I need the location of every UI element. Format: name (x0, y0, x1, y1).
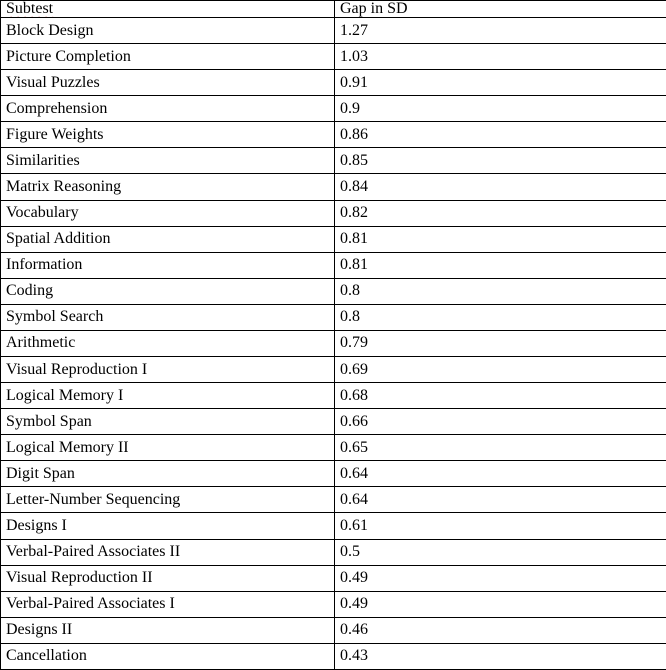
table-row (1, 539, 666, 565)
subtest-cell: Symbol Span (1, 409, 335, 435)
table-row (1, 200, 666, 226)
subtest-cell: Block Design (1, 18, 335, 44)
table-row (1, 18, 666, 44)
table-row (1, 96, 666, 122)
gap-cell: 0.64 (335, 461, 666, 487)
gap-cell: 0.49 (335, 565, 666, 591)
subtest-cell: Logical Memory I (1, 383, 335, 409)
table-row (1, 617, 666, 643)
subtest-cell: Visual Reproduction II (1, 565, 335, 591)
gap-cell: 0.65 (335, 435, 666, 461)
table-row (1, 278, 666, 304)
gap-cell: 0.85 (335, 148, 666, 174)
column-header-gap-label: Gap in SD (340, 0, 408, 17)
gap-cell: 0.68 (335, 383, 666, 409)
table-row (1, 591, 666, 617)
table-row (1, 357, 666, 383)
subtest-cell: Matrix Reasoning (1, 174, 335, 200)
table-row (1, 174, 666, 200)
gap-cell: 0.8 (335, 278, 666, 304)
table-row (1, 122, 666, 148)
gap-cell: 0.79 (335, 330, 666, 356)
subtest-cell: Designs II (1, 617, 335, 643)
table-row (1, 487, 666, 513)
gap-cell: 1.27 (335, 18, 666, 44)
subtest-cell: Logical Memory II (1, 435, 335, 461)
gap-cell: 0.43 (335, 643, 666, 669)
table-row (1, 148, 666, 174)
subtest-cell: Designs I (1, 513, 335, 539)
subtest-cell: Visual Reproduction I (1, 357, 335, 383)
table-row (1, 44, 666, 70)
subtest-cell: Figure Weights (1, 122, 335, 148)
gap-cell: 0.81 (335, 252, 666, 278)
gap-cell: 0.49 (335, 591, 666, 617)
gap-cell: 0.69 (335, 357, 666, 383)
gap-cell: 0.66 (335, 409, 666, 435)
subtest-cell: Information (1, 252, 335, 278)
gap-cell: 0.84 (335, 174, 666, 200)
table-row (1, 643, 666, 669)
subtest-cell: Verbal-Paired Associates II (1, 539, 335, 565)
table-body (1, 18, 666, 670)
gap-cell: 0.64 (335, 487, 666, 513)
table-row (1, 383, 666, 409)
subtest-cell: Verbal-Paired Associates I (1, 591, 335, 617)
gap-cell: 0.46 (335, 617, 666, 643)
gap-cell: 0.81 (335, 226, 666, 252)
subtest-cell: Similarities (1, 148, 335, 174)
column-header-gap (335, 1, 666, 18)
gap-cell: 0.8 (335, 304, 666, 330)
table-row (1, 461, 666, 487)
header-row (1, 1, 666, 18)
table-row (1, 304, 666, 330)
table-row (1, 513, 666, 539)
subtest-cell: Letter-Number Sequencing (1, 487, 335, 513)
subtest-cell: Vocabulary (1, 200, 335, 226)
gap-cell: 0.86 (335, 122, 666, 148)
subtest-cell: Coding (1, 278, 335, 304)
subtest-cell: Digit Span (1, 461, 335, 487)
gap-cell: 0.5 (335, 539, 666, 565)
subtest-cell: Spatial Addition (1, 226, 335, 252)
table-row (1, 252, 666, 278)
column-header-subtest (1, 1, 335, 18)
gap-cell: 0.82 (335, 200, 666, 226)
gap-cell: 0.61 (335, 513, 666, 539)
gap-cell: 0.91 (335, 70, 666, 96)
column-header-subtest-label: Subtest (6, 0, 54, 17)
subtest-cell: Visual Puzzles (1, 70, 335, 96)
subtest-cell: Picture Completion (1, 44, 335, 70)
table-row (1, 226, 666, 252)
subtest-cell: Comprehension (1, 96, 335, 122)
table-row (1, 409, 666, 435)
table-row (1, 565, 666, 591)
table-row (1, 435, 666, 461)
subtest-cell: Symbol Search (1, 304, 335, 330)
subtest-cell: Arithmetic (1, 330, 335, 356)
subtest-cell: Cancellation (1, 643, 335, 669)
gap-cell: 1.03 (335, 44, 666, 70)
table-row (1, 70, 666, 96)
gap-cell: 0.9 (335, 96, 666, 122)
table-row (1, 330, 666, 356)
